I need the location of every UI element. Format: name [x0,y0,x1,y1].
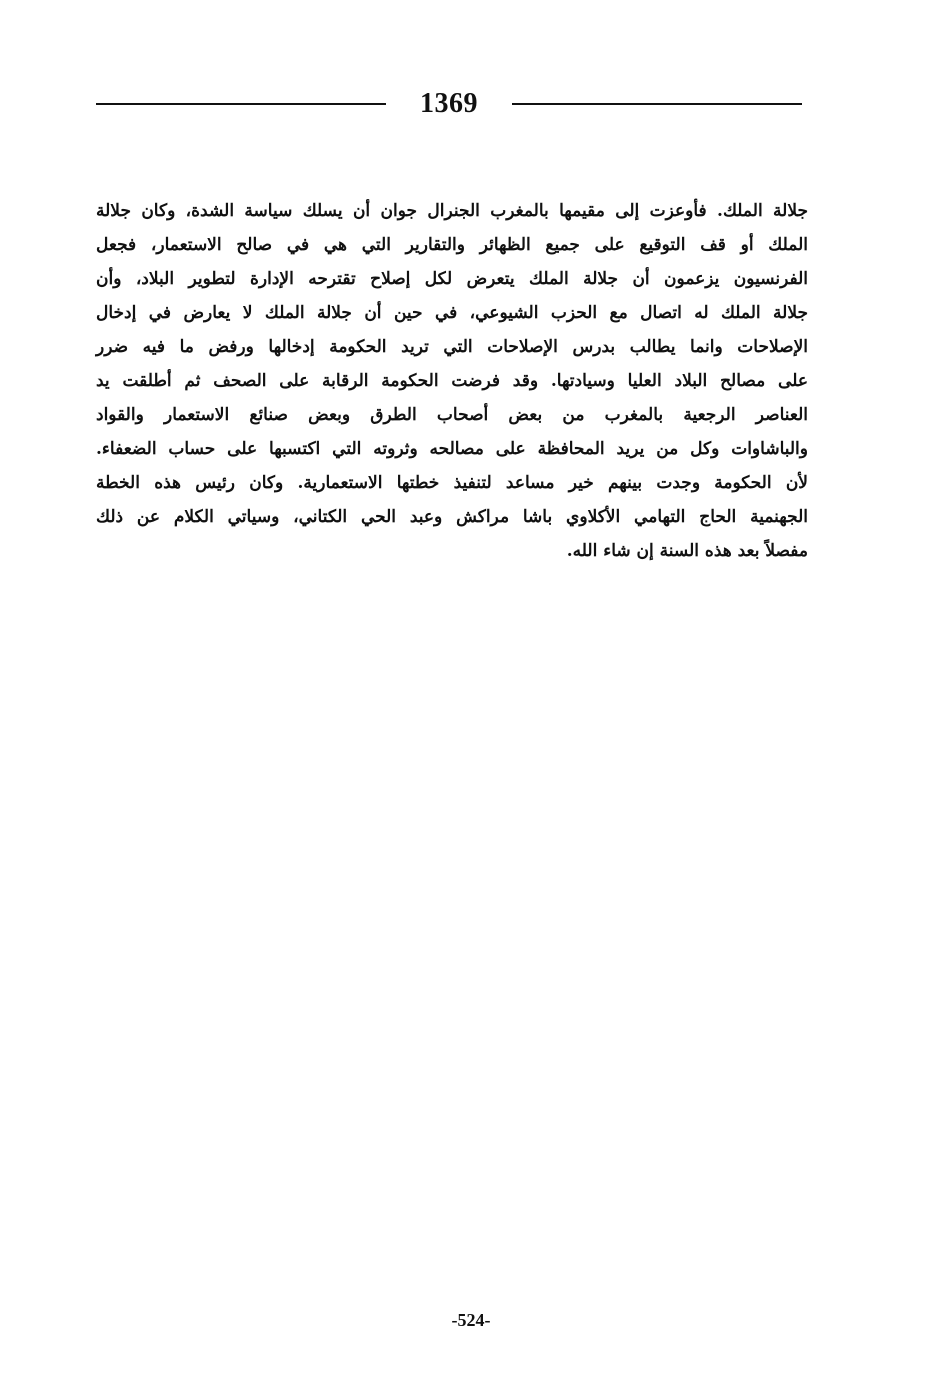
page-title-year: 1369 [420,88,478,119]
body-paragraph [96,194,808,568]
text-line: العناصر الرجعية بالمغرب من بعض أصحاب الطرق وبعض صنائع الاستعمار والقواد [96,405,808,425]
text-line: والباشاوات وكل من يريد المحافظة على مصالحه وثروته التي اكتسبها على حساب الضعفاء. [96,439,808,459]
text-line: الإصلاحات وانما يطالب بدرس الإصلاحات التي تريد الحكومة إدخالها ورفض ما فيه ضرر [96,337,808,357]
text-line: جلالة الملك. فأوعزت إلى مقيمها بالمغرب الجنرال جوان أن يسلك سياسة الشدة، وكان جلالة [96,201,808,221]
header-rule-right [512,103,802,105]
header-rule-left [96,103,386,105]
text-line: الفرنسيون يزعمون أن جلالة الملك يتعرض لكل إصلاح تقترحه الإدارة لتطوير البلاد، وأن [96,269,808,289]
page-header [96,84,802,124]
text-line: لأن الحكومة وجدت بينهم خير مساعد لتنفيذ خطتها الاستعمارية. وكان رئيس هذه الخطة [96,473,808,493]
text-line: الجهنمية الحاج التهامي الأكلاوي باشا مراكش وعبد الحي الكتاني، وسياتي الكلام عن ذلك [96,507,808,527]
text-line: الملك أو قف التوقيع على جميع الظهائر والتقارير التي هي في صالح الاستعمار، فجعل [96,235,808,255]
page-number: -524- [451,1310,491,1330]
text-line: جلالة الملك له اتصال مع الحزب الشيوعي، في حين أن جلالة الملك لا يعارض في إدخال [96,303,808,323]
text-line: مفصلاً بعد هذه السنة إن شاء الله. [566,541,808,561]
text-line: على مصالح البلاد العليا وسيادتها. وقد فرضت الحكومة الرقابة على الصحف ثم أطلقت يد [96,371,808,391]
